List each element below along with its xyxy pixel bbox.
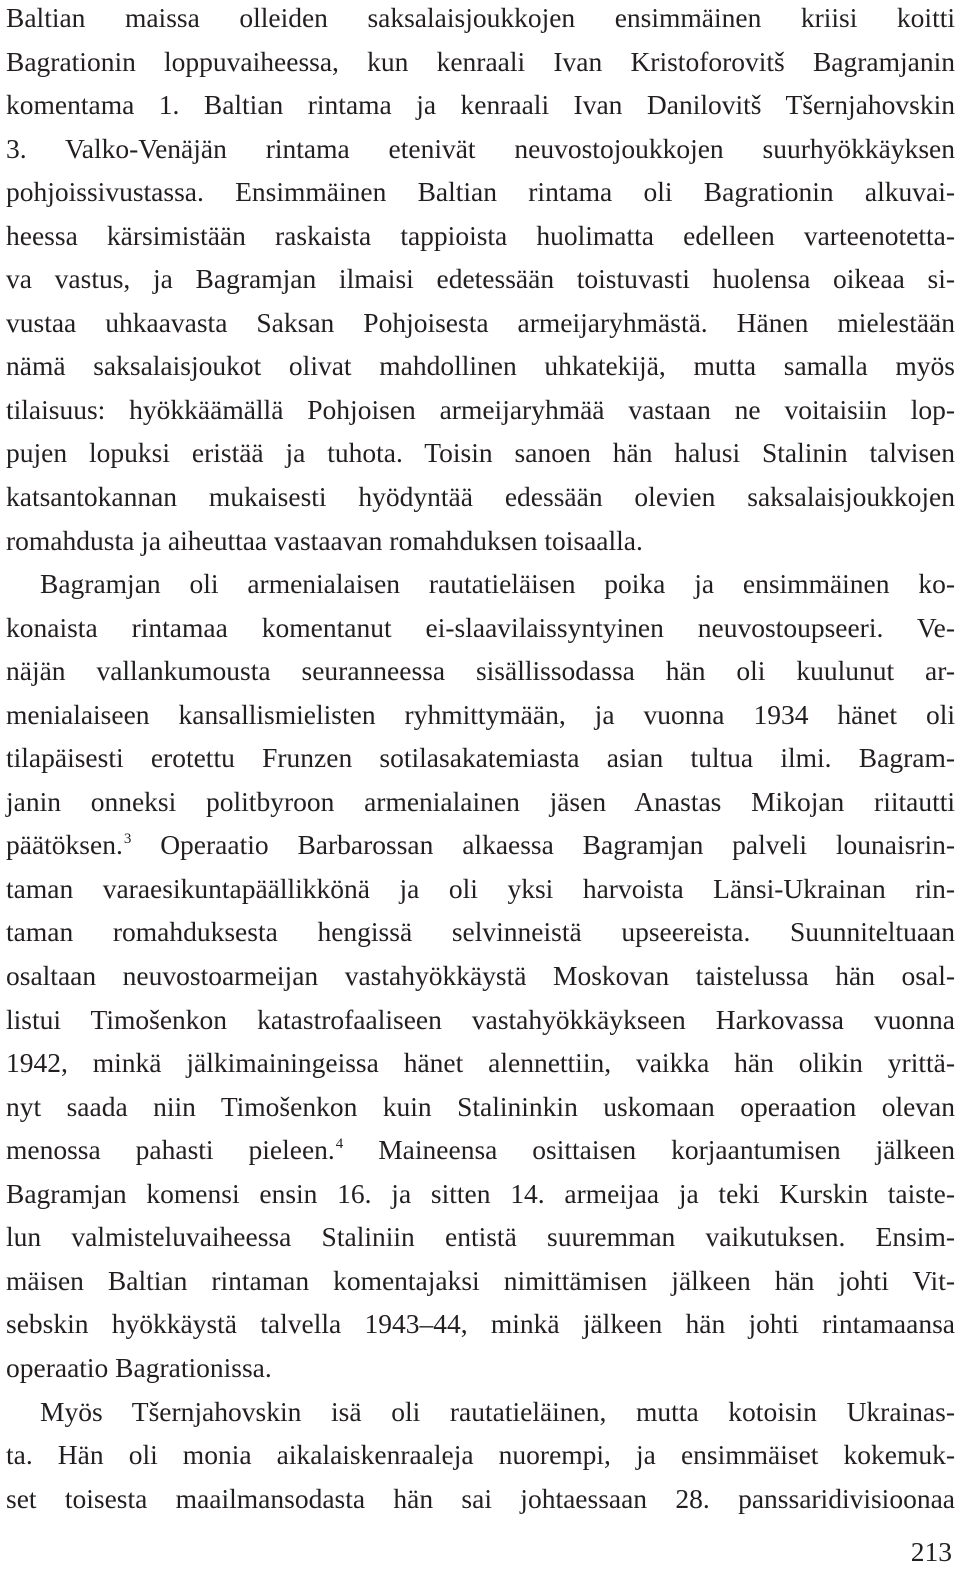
text-segment: Maineensa osittaisen korjaantumisen jälkeen <box>343 1134 956 1166</box>
text-line: pohjoissivustassa. Ensimmäinen Baltian rintama oli Bagrationin alkuvai- <box>6 176 955 208</box>
text-line: Baltian maissa olleiden saksalaisjoukkojen ensimmäinen kriisi koitti <box>6 2 955 33</box>
text-line: Bagrationin loppuvaiheessa, kun kenraali Ivan Kristoforovitš Bagramjanin <box>6 45 955 77</box>
text-segment: päätöksen. <box>6 829 123 861</box>
text-line: nämä saksalaisjoukot olivat mahdollinen uhkatekijä, mutta samalla myös <box>6 350 955 382</box>
text-line: operaatio Bagrationissa. <box>6 1351 272 1383</box>
text-line: menialaiseen kansallismielisten ryhmittymään, ja vuonna 1934 hänet oli <box>6 698 955 730</box>
text-line: katsantokannan mukaisesti hyödyntää edessään olevien saksalaisjoukkojen <box>6 481 955 513</box>
text-line <box>6 823 955 867</box>
text-line: taman romahduksesta hengissä selvinneistä upseereista. Suunniteltuaan <box>6 916 955 948</box>
text-line: vustaa uhkaavasta Saksan Pohjoisesta armeijaryhmästä. Hänen mielestään <box>6 306 955 338</box>
text-line: nyt saada niin Timošenkon kuin Stalininkin uskomaan operaation olevan <box>6 1090 955 1122</box>
text-line: 3. Valko-Venäjän rintama etenivät neuvostojoukkojen suurhyökkäyksen <box>6 132 955 164</box>
page-number: 213 <box>910 1536 952 1567</box>
footnote-marker[interactable]: 4 <box>335 1136 344 1153</box>
paragraph <box>6 562 955 1389</box>
text-line: konaista rintamaa komentanut ei-slaavilaissyntyinen neuvostoupseeri. Ve- <box>6 611 955 643</box>
text-line <box>6 1128 955 1172</box>
text-line: tilaisuus: hyökkäämällä Pohjoisen armeijaryhmää vastaan ne voitaisiin lop- <box>6 393 955 425</box>
text-line: ta. Hän oli monia aikalaiskenraaleja nuorempi, ja ensimmäiset kokemuk- <box>6 1439 955 1471</box>
paragraph <box>6 0 955 562</box>
page-body <box>6 0 955 1520</box>
paragraph <box>6 1390 955 1521</box>
text-segment: Operaatio Barbarossan alkaessa Bagramjan palveli lounaisrin- <box>131 829 955 861</box>
text-line: 1942, minkä jälkimainingeissa hänet alennettiin, vaikka hän olikin yrittä- <box>6 1047 955 1079</box>
text-line: janin onneksi politbyroon armenialainen jäsen Anastas Mikojan riitautti <box>6 785 955 817</box>
text-line: Bagramjan komensi ensin 16. ja sitten 14. armeijaa ja teki Kurskin taiste- <box>6 1177 955 1209</box>
text-line: näjän vallankumousta seuranneessa sisällissodassa hän oli kuulunut ar- <box>6 655 955 687</box>
text-line: komentama 1. Baltian rintama ja kenraali Ivan Danilovitš Tšernjahovskin <box>6 89 955 121</box>
text-line: Myös Tšernjahovskin isä oli rautatieläinen, mutta kotoisin Ukrainas- <box>40 1395 955 1427</box>
text-line: Bagramjan oli armenialaisen rautatieläisen poika ja ensimmäinen ko- <box>40 568 955 600</box>
text-line: tilapäisesti erotettu Frunzen sotilasakatemiasta asian tultua ilmi. Bagram- <box>6 742 955 774</box>
text-line: lun valmisteluvaiheessa Staliniin entistä suuremman vaikutuksen. Ensim- <box>6 1221 955 1253</box>
text-segment: menossa pahasti pieleen. <box>6 1134 335 1166</box>
footnote-marker[interactable]: 3 <box>123 831 132 848</box>
text-line: mäisen Baltian rintaman komentajaksi nimittämisen jälkeen hän johti Vit- <box>6 1264 955 1296</box>
text-line: set toisesta maailmansodasta hän sai johtaessaan 28. panssaridivisioonaa <box>6 1482 955 1514</box>
text-line: taman varaesikuntapäällikkönä ja oli yksi harvoista Länsi-Ukrainan rin- <box>6 872 955 904</box>
text-line: osaltaan neuvostoarmeijan vastahyökkäystä Moskovan taistelussa hän osal- <box>6 960 955 992</box>
text-line: romahdusta ja aiheuttaa vastaavan romahduksen toisaalla. <box>6 524 643 556</box>
text-line: sebskin hyökkäystä talvella 1943–44, minkä jälkeen hän johti rintamaansa <box>6 1308 955 1340</box>
text-line: heessa kärsimistään raskaista tappioista huolimatta edelleen varteenotetta- <box>6 219 955 251</box>
text-line: listui Timošenkon katastrofaaliseen vastahyökkäykseen Harkovassa vuonna <box>6 1003 955 1035</box>
text-line: va vastus, ja Bagramjan ilmaisi edetessään toistuvasti huolensa oikeaa si- <box>6 263 955 295</box>
text-line: pujen lopuksi eristää ja tuhota. Toisin sanoen hän halusi Stalinin talvisen <box>6 437 955 469</box>
